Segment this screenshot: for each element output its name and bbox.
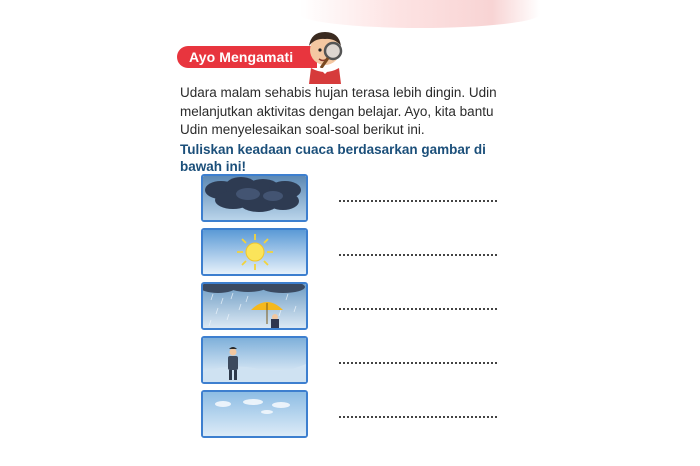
light-clouds-picture xyxy=(201,390,308,438)
answer-line[interactable] xyxy=(339,412,497,418)
instruction-text: Tuliskan keadaan cuaca berdasarkan gambar di bawah ini! xyxy=(180,142,486,174)
weather-row xyxy=(201,228,511,276)
weather-exercise-list xyxy=(201,174,511,464)
answer-line[interactable] xyxy=(339,250,497,256)
rain-umbrella-icon xyxy=(203,284,306,328)
weather-row xyxy=(201,336,511,384)
section-title: Ayo Mengamati xyxy=(189,49,294,65)
light-clouds-icon xyxy=(203,392,306,436)
storm-clouds-picture xyxy=(201,174,308,222)
answer-line[interactable] xyxy=(339,196,497,202)
weather-row xyxy=(201,282,511,330)
windy-person-icon xyxy=(203,338,306,382)
sunny-picture xyxy=(201,228,308,276)
storm-clouds-icon xyxy=(203,176,306,220)
windy-person-picture xyxy=(201,336,308,384)
weather-row xyxy=(201,390,511,438)
intro-paragraph: Udara malam sehabis hujan terasa lebih dingin. Udin melanjutkan aktivitas dengan belajar. Ayo, kita bantu Udin menyelesaikan soal-soal berikut ini. xyxy=(180,85,497,137)
answer-line[interactable] xyxy=(339,304,497,310)
weather-row xyxy=(201,174,511,222)
boy-magnifier-icon xyxy=(295,24,355,84)
sunny-icon xyxy=(203,230,306,274)
answer-line[interactable] xyxy=(339,358,497,364)
rain-umbrella-picture xyxy=(201,282,308,330)
